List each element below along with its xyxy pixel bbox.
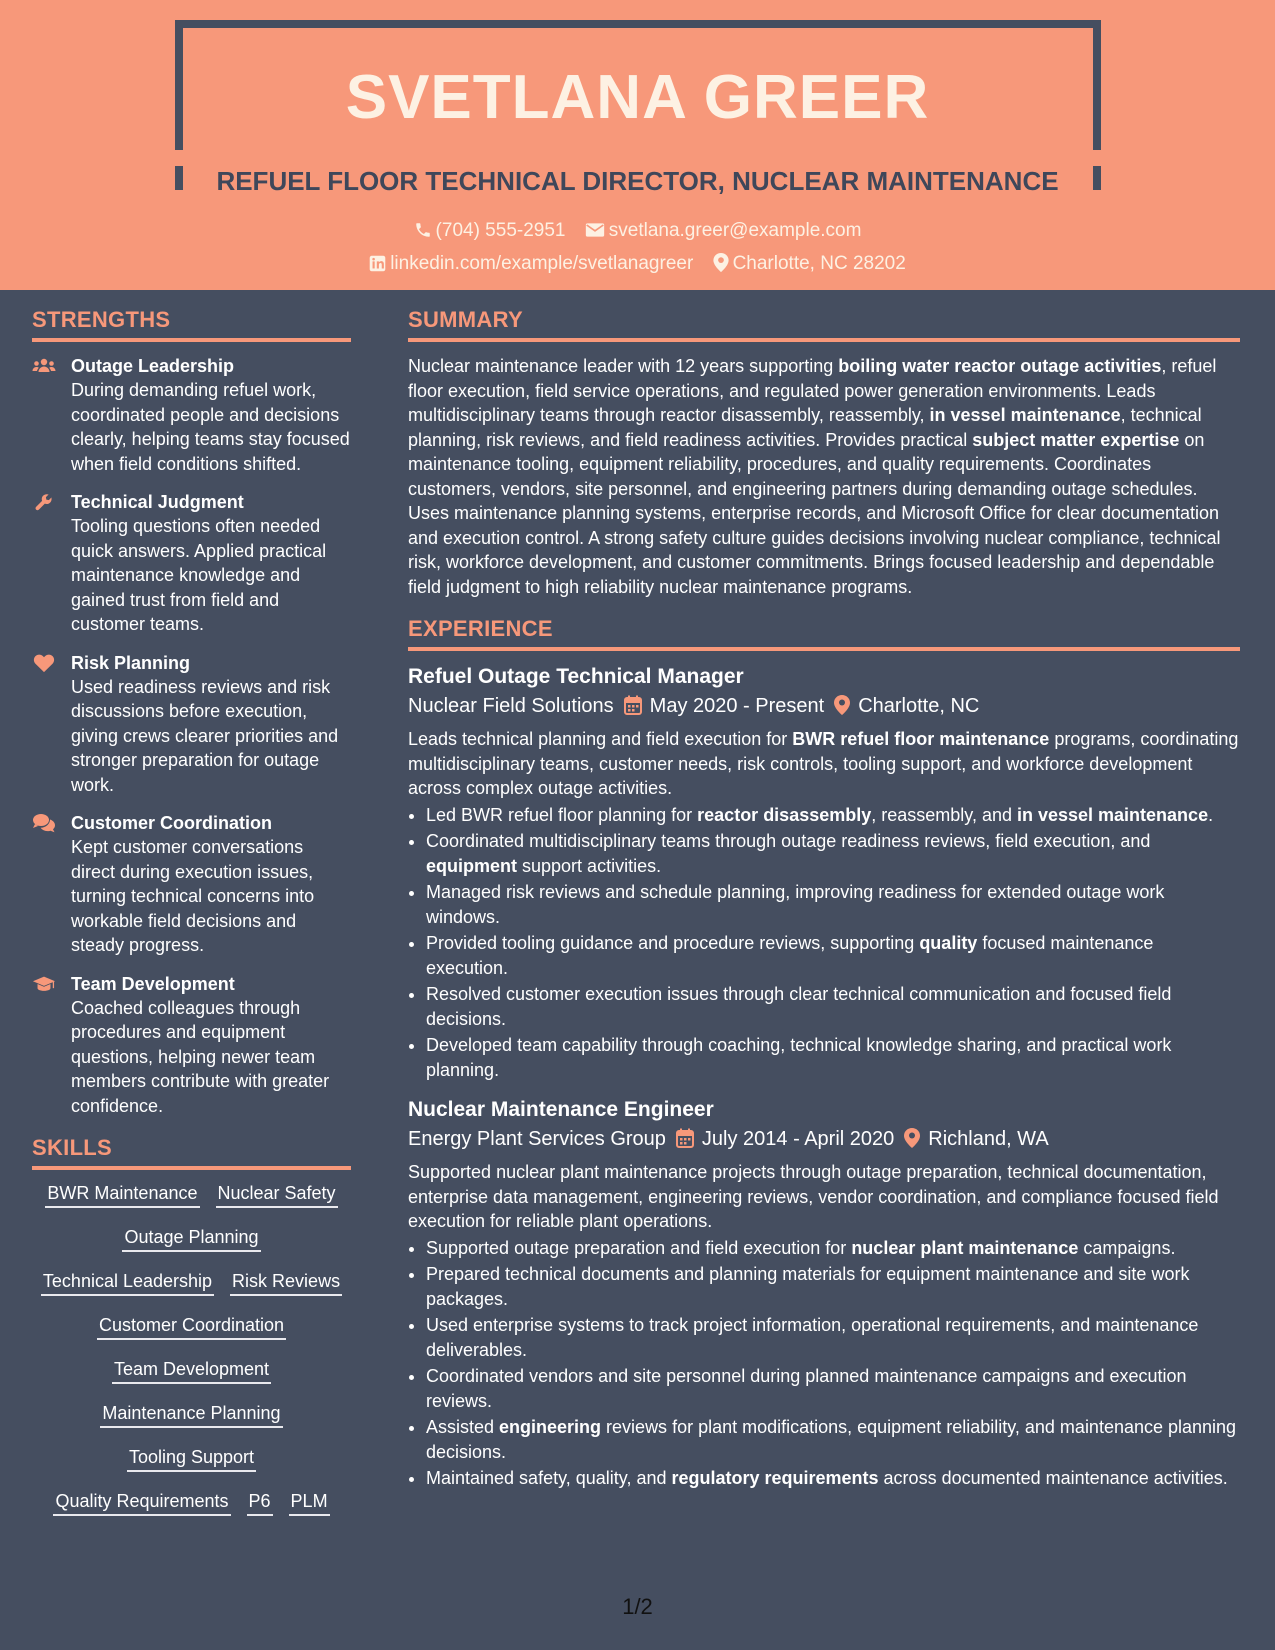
bullet-text: Provided tooling guidance and procedure reviews, supporting <box>426 933 920 953</box>
bullet-text: Supported outage preparation and field execution for <box>426 1237 852 1258</box>
bullet-item <box>426 1466 1240 1491</box>
map-pin-icon <box>904 1128 920 1148</box>
job-location: Richland, WA <box>928 1128 1049 1150</box>
bullet-text: Coordinated vendors and site personnel during planned maintenance campaigns and execution reviews. <box>426 1366 1187 1411</box>
skill-tag: PLM <box>289 1490 330 1516</box>
skill-row <box>32 1314 351 1340</box>
bullet-item <box>426 931 1240 980</box>
strength-item <box>32 651 351 798</box>
skill-row <box>32 1358 351 1384</box>
strength-title: Technical Judgment <box>71 492 244 512</box>
map-pin-icon <box>834 695 850 715</box>
strength-description: Coached colleagues through procedures and equipment questions, helping newer team members contribute with greater confidence. <box>71 997 330 1116</box>
header-frame-gap-left <box>175 150 183 166</box>
job-bullets <box>408 1236 1240 1491</box>
location-text: Charlotte, NC 28202 <box>732 253 906 274</box>
page-number: 1/2 <box>622 1594 653 1619</box>
job-title: Nuclear Maintenance Engineer <box>408 1098 714 1121</box>
bullet-text: Coordinated multidisciplinary teams through outage readiness reviews, field execution, and <box>426 831 1151 851</box>
strength-item <box>32 811 351 958</box>
right-column <box>408 306 1240 1493</box>
skill-row <box>32 1446 351 1472</box>
bullet-text: support activities. <box>517 855 662 876</box>
intro-text: Supported nuclear plant maintenance projects through outage preparation, technical documentation, enterprise data management, engineering reviews, vendor coordination, and compliance focused field execution for reliable plant operations. <box>408 1162 1219 1231</box>
strengths-heading: STRENGTHS <box>32 306 351 342</box>
job-meta <box>408 691 1240 721</box>
summary-highlight: boiling water reactor outage activities <box>838 356 1162 376</box>
heart-icon <box>32 653 56 673</box>
bullet-item <box>426 1033 1240 1082</box>
bullet-item <box>426 880 1240 929</box>
skill-tag: Nuclear Safety <box>216 1182 338 1208</box>
job-dates: July 2014 - April 2020 <box>701 1128 895 1150</box>
skill-tag: Technical Leadership <box>41 1270 214 1296</box>
envelope-icon <box>585 221 605 239</box>
header-frame-top <box>175 20 1101 28</box>
skill-tag: Outage Planning <box>122 1226 260 1252</box>
skill-row <box>32 1270 351 1296</box>
summary-highlight: subject matter expertise <box>972 429 1180 450</box>
graduation-cap-icon <box>32 974 56 994</box>
job-dates: May 2020 - Present <box>649 695 825 717</box>
bullet-highlight: nuclear plant maintenance <box>851 1237 1079 1258</box>
bullet-highlight: engineering <box>499 1417 602 1437</box>
job-location: Charlotte, NC <box>858 695 980 717</box>
job-company: Nuclear Field Solutions <box>408 695 614 717</box>
skill-tag: Risk Reviews <box>230 1270 342 1296</box>
strength-description: During demanding refuel work, coordinated people and decisions clearly, helping teams stay focused when field conditions shifted. <box>71 380 350 474</box>
bullet-highlight: reactor disassembly <box>697 804 872 825</box>
phone-text: (704) 555-2951 <box>435 220 566 241</box>
email-text: svetlana.greer@example.com <box>608 220 862 241</box>
bullet-text: Assisted <box>426 1417 500 1437</box>
resume-header <box>0 0 1275 290</box>
bullet-text: Developed team capability through coaching, technical knowledge sharing, and practical work planning. <box>426 1035 1172 1080</box>
strength-title: Outage Leadership <box>71 356 235 376</box>
header-frame-gap-right <box>1093 150 1101 166</box>
bullet-item <box>426 829 1240 878</box>
bullet-highlight: regulatory requirements <box>671 1468 879 1488</box>
candidate-name: SVETLANA GREER <box>345 63 930 132</box>
job-intro <box>408 1160 1240 1234</box>
skill-tag: Quality Requirements <box>53 1490 230 1516</box>
bullet-highlight: quality <box>919 933 978 953</box>
contact-location <box>713 253 906 275</box>
skill-tag: Tooling Support <box>127 1446 256 1472</box>
strength-title: Risk Planning <box>71 652 191 673</box>
experience-section <box>408 615 1240 1491</box>
intro-text: programs, coordinating multidisciplinary teams, customer needs, risk controls, tooling support, and workforce development across complex outage activities. <box>408 729 1239 798</box>
intro-highlight: BWR refuel floor maintenance <box>792 729 1050 749</box>
strength-description: Kept customer conversations direct during execution issues, turning technical concerns into workable field decisions and steady progress. <box>71 837 315 955</box>
skill-row <box>32 1402 351 1428</box>
bullet-text: reviews for plant modifications, equipment reliability, and maintenance planning decisions. <box>426 1417 1237 1462</box>
skill-tag: BWR Maintenance <box>45 1182 199 1208</box>
candidate-title: REFUEL FLOOR TECHNICAL DIRECTOR, NUCLEAR MAINTENANCE <box>216 166 1059 196</box>
intro-text: Leads technical planning and field execution for <box>408 729 793 749</box>
calendar-icon <box>676 1128 694 1148</box>
summary-text: , refuel floor execution, field service operations, and regulated power generation environments. Leads multidisciplinary teams through reactor disassembly, reassembly, <box>408 356 1217 425</box>
skills-section <box>32 1134 351 1516</box>
strength-item <box>32 490 351 637</box>
skill-tag: Team Development <box>112 1358 271 1384</box>
summary-paragraph <box>408 354 1240 599</box>
bullet-item <box>426 982 1240 1031</box>
contact-phone[interactable] <box>414 220 566 242</box>
map-pin-icon <box>713 253 729 272</box>
skill-row <box>32 1490 351 1516</box>
skill-tag: Maintenance Planning <box>100 1402 282 1428</box>
left-column <box>32 306 351 1534</box>
strength-description: Used readiness reviews and risk discussions before execution, giving crews clearer priorities and stronger preparation for outage work. <box>71 676 339 795</box>
skill-row <box>32 1182 351 1208</box>
bullet-text: Resolved customer execution issues through clear technical communication and focused field decisions. <box>426 984 1172 1029</box>
bullet-text: across documented maintenance activities. <box>878 1468 1228 1488</box>
job-intro <box>408 727 1240 801</box>
phone-icon <box>414 221 432 239</box>
strength-description: Tooling questions often needed quick answers. Applied practical maintenance knowledge and gained trust from field and customer teams. <box>71 516 327 634</box>
bullet-text: Used enterprise systems to track project information, operational requirements, and maintenance deliverables. <box>426 1315 1199 1360</box>
contact-linkedin[interactable] <box>369 253 693 275</box>
bullet-text: Managed risk reviews and schedule planning, improving readiness for extended outage work windows. <box>426 882 1165 927</box>
skill-row <box>32 1226 351 1252</box>
bullet-text: campaigns. <box>1078 1237 1176 1258</box>
strength-item <box>32 972 351 1119</box>
bullet-item <box>426 1364 1240 1413</box>
bullet-item <box>426 1236 1240 1261</box>
summary-text: on maintenance tooling, equipment reliability, procedures, and quality requirements. Coordinates customers, vendors, site personnel, and engineering partners during demanding outage schedules. Uses maintenance planning systems, enterprise records, and Microsoft Office for clear documentation and execution control. A strong safety culture guides decisions involving nuclear compliance, technical risk, workforce development, and customer commitments. Brings focused leadership and dependable field judgment to high reliability nuclear maintenance programs. <box>408 429 1221 597</box>
bullet-item <box>426 1313 1240 1362</box>
contact-line-1 <box>0 220 1275 242</box>
calendar-icon <box>624 695 642 715</box>
bullet-highlight: equipment <box>426 855 518 876</box>
skill-tag: P6 <box>247 1490 273 1516</box>
summary-text: Nuclear maintenance leader with 12 years supporting <box>408 356 839 376</box>
job-entry <box>408 1096 1240 1491</box>
job-entry <box>408 663 1240 1082</box>
users-icon <box>32 356 56 376</box>
skill-tag: Customer Coordination <box>97 1314 286 1340</box>
bullet-text: , reassembly, and <box>871 804 1017 825</box>
strength-title: Team Development <box>71 973 235 994</box>
skills-heading: SKILLS <box>32 1134 351 1170</box>
bullet-text: focused maintenance execution. <box>426 933 1154 978</box>
bullet-item <box>426 803 1240 828</box>
linkedin-icon <box>369 255 386 272</box>
bullet-highlight: in vessel maintenance <box>1016 804 1209 825</box>
bullet-item <box>426 1262 1240 1311</box>
bullet-text: Prepared technical documents and planning materials for equipment maintenance and site work packages. <box>426 1264 1190 1309</box>
linkedin-text: linkedin.com/example/svetlanagreer <box>390 253 694 274</box>
experience-heading: EXPERIENCE <box>408 615 1240 651</box>
job-company: Energy Plant Services Group <box>408 1128 666 1150</box>
strength-title: Customer Coordination <box>71 813 272 833</box>
bullet-text: Maintained safety, quality, and <box>426 1468 672 1488</box>
strength-item <box>32 354 351 476</box>
bullet-text: . <box>1208 804 1214 825</box>
summary-heading: SUMMARY <box>408 306 1240 342</box>
chat-icon <box>32 813 56 833</box>
job-title: Refuel Outage Technical Manager <box>408 665 744 688</box>
contact-email[interactable] <box>585 220 862 242</box>
wrench-icon <box>32 492 56 512</box>
summary-text: , technical planning, risk reviews, and field readiness activities. Provides practical <box>408 405 1202 450</box>
contact-line-2 <box>0 253 1275 275</box>
job-meta <box>408 1124 1240 1154</box>
summary-highlight: in vessel maintenance <box>929 405 1121 425</box>
bullet-text: Led BWR refuel floor planning for <box>426 804 698 825</box>
job-bullets <box>408 803 1240 1083</box>
bullet-item <box>426 1415 1240 1464</box>
